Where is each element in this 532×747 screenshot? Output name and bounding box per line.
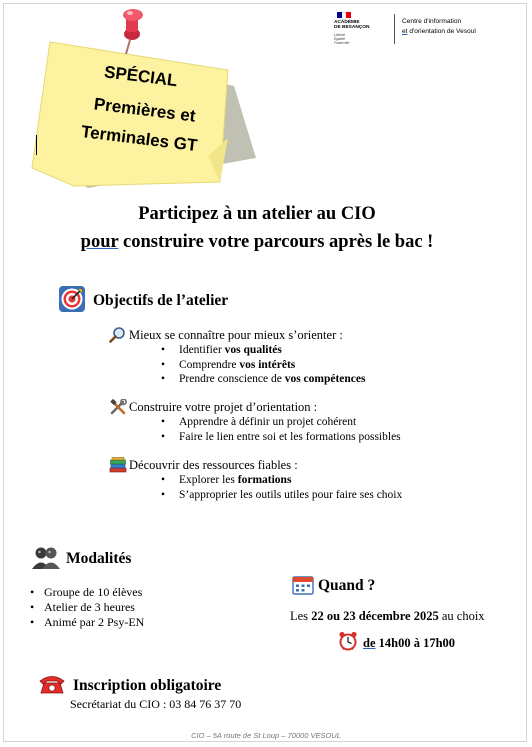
- target-icon: [58, 285, 86, 313]
- main-subtitle: pour construire votre parcours après le bac !: [80, 232, 434, 252]
- inscription-heading: Inscription obligatoire: [73, 677, 222, 694]
- people-icon: [31, 546, 61, 570]
- sticky-line-3: Terminales GT: [80, 122, 199, 156]
- cio-line-1: Centre d'information: [402, 18, 462, 25]
- event-time: de 14h00 à 17h00: [363, 636, 456, 650]
- list-item: • Comprendre vos intérêts: [159, 358, 366, 373]
- academy-name: ACADÉMIE DE BESANÇON: [334, 20, 370, 31]
- cio-header: [402, 17, 476, 37]
- objectif-3-title: Découvrir des ressources fiables :: [129, 458, 298, 472]
- text-cursor: [36, 135, 37, 155]
- main-title: Participez à un atelier au CIO: [138, 204, 376, 224]
- push-pin-icon: [123, 9, 143, 54]
- calendar-icon: [292, 575, 314, 595]
- list-item: • Prendre conscience de vos compétences: [159, 372, 366, 387]
- header-divider: [394, 14, 395, 44]
- list-item: • Faire le lien entre soi et les formations possibles: [159, 430, 401, 445]
- tools-icon: [110, 399, 127, 415]
- magnifier-icon: [109, 327, 127, 343]
- sticky-note: [22, 0, 262, 210]
- objectif-3-list: [159, 473, 402, 502]
- list-item: • Identifier vos qualités: [159, 343, 366, 358]
- books-icon: [109, 457, 127, 473]
- inscription-contact: Secrétariat du CIO : 03 84 76 37 70: [70, 697, 242, 711]
- list-item: • Explorer les formations: [159, 473, 402, 488]
- modalites-list: [30, 585, 144, 630]
- objectif-2-list: [159, 415, 401, 444]
- academy-motto: Liberté Égalité Fraternité: [334, 32, 350, 45]
- list-item: • Groupe de 10 élèves: [30, 585, 144, 600]
- modalites-heading: Modalités: [66, 550, 132, 567]
- cio-line-2: et d'orientation de Vesoul: [402, 28, 476, 35]
- list-item: • Animé par 2 Psy-EN: [30, 615, 144, 630]
- sticky-line-1: SPÉCIAL: [103, 62, 179, 91]
- event-date: Les 22 ou 23 décembre 2025 au choix: [290, 609, 485, 623]
- objectifs-heading: Objectifs de l’atelier: [93, 292, 229, 309]
- telephone-icon: [38, 673, 66, 695]
- quand-heading: Quand ?: [318, 577, 376, 594]
- academy-logo: [334, 12, 394, 60]
- list-item: • S’approprier les outils utiles pour faire ses choix: [159, 488, 402, 503]
- list-item: • Atelier de 3 heures: [30, 600, 144, 615]
- sticky-line-2: Premières et: [92, 94, 197, 126]
- objectif-2-title: Construire votre projet d’orientation :: [129, 400, 318, 414]
- footer-address: CIO – 5A route de St Loup – 70000 VESOUL: [191, 731, 341, 740]
- list-item: • Apprendre à définir un projet cohérent: [159, 415, 401, 430]
- marianne-flag-icon: [337, 12, 351, 18]
- objectif-1-list: [159, 343, 366, 387]
- alarm-clock-icon: [338, 631, 358, 651]
- objectif-1-title: Mieux se connaître pour mieux s’orienter :: [129, 328, 343, 342]
